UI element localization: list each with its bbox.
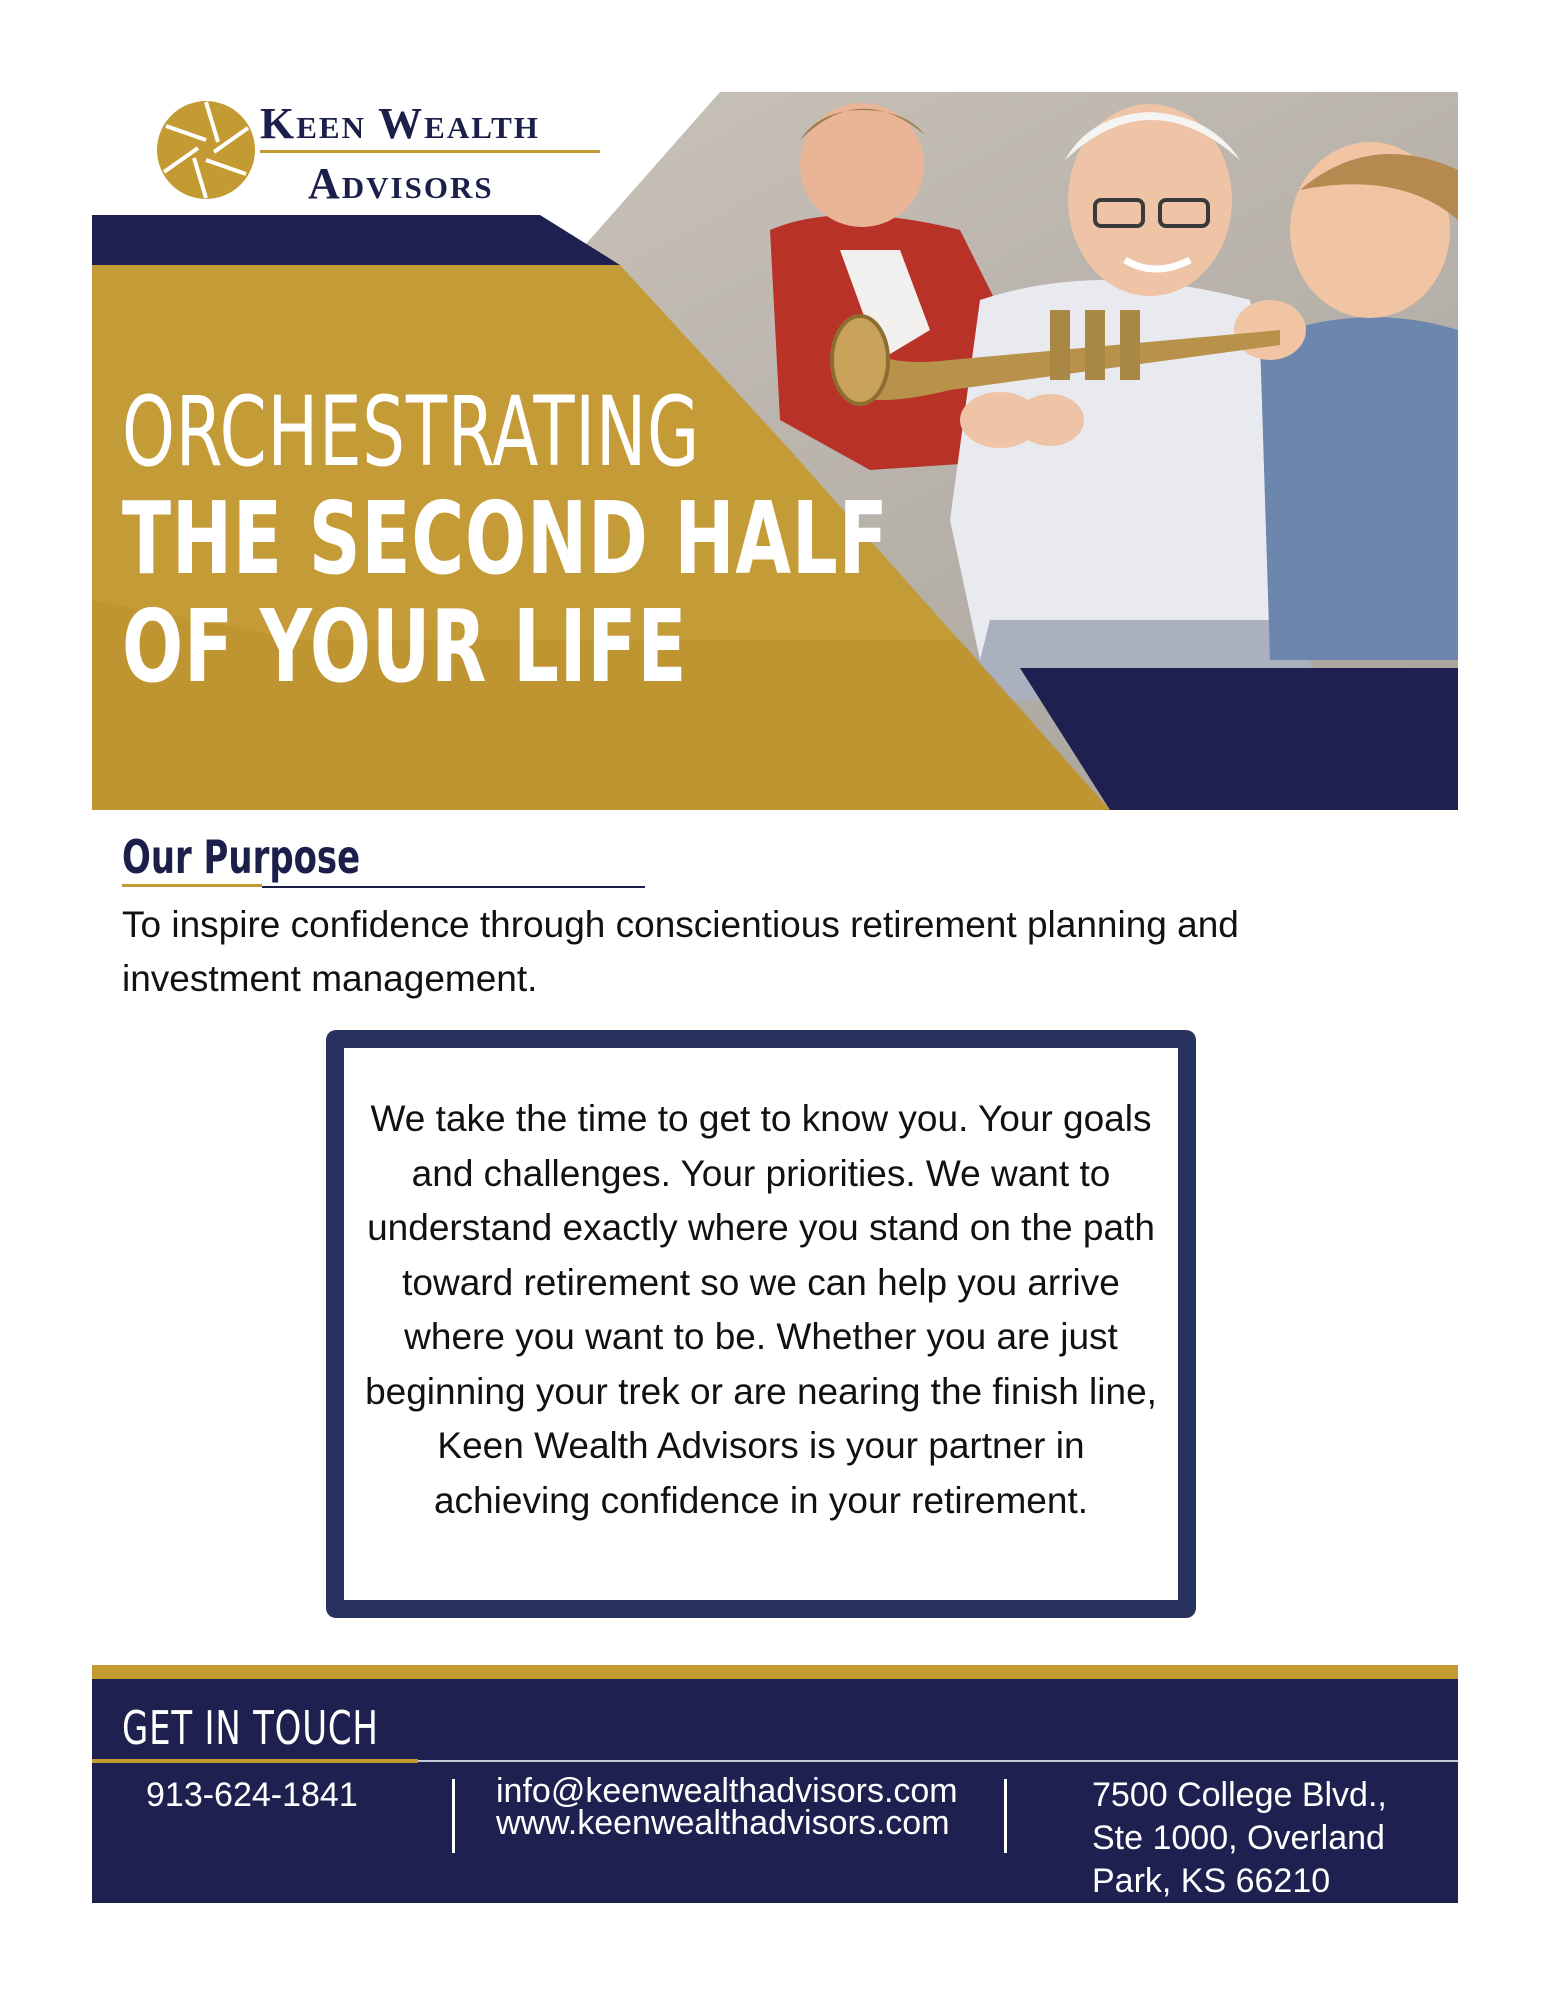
footer-accent-bar — [92, 1665, 1458, 1679]
hero-title-line1: ORCHESTRATING — [122, 376, 701, 488]
logo-aperture-icon — [156, 100, 256, 200]
purpose-rule — [262, 886, 645, 888]
contact-divider — [1004, 1779, 1007, 1853]
hero-title-line2: THE SECOND HALF — [122, 480, 889, 597]
contact-rule-accent — [92, 1759, 418, 1763]
logo-wordmark-line2: Advisors — [308, 159, 494, 208]
contact-heading: GET IN TOUCH — [122, 1701, 379, 1755]
address-line2: Ste 1000, Overland — [1092, 1819, 1385, 1857]
logo-rule — [260, 150, 600, 153]
mission-card — [326, 1030, 1196, 1618]
purpose-heading: Our Purpose — [122, 830, 361, 884]
purpose-rule-accent — [122, 884, 262, 887]
mission-text: We take the time to get to know you. Your goals and challenges. Your priorities. We want to understand exactly where you stand on the path toward retirement so we can help you arrive where you want to be. Whether you are just beginning your trek or are nearing the finish line, Keen Wealth Advisors is your partner in achieving confidence in your retirement. — [365, 1098, 1157, 1521]
address-block — [1092, 1774, 1387, 1903]
contact-footer — [92, 1679, 1458, 1903]
contact-divider — [452, 1779, 455, 1853]
hero-title-line3: OF YOUR LIFE — [122, 588, 688, 705]
purpose-text: To inspire confidence through conscientious retirement planning and investment management. — [122, 904, 1239, 999]
phone-link[interactable]: 913-624-1841 — [146, 1776, 358, 1814]
logo-wordmark-line1: Keen Wealth — [260, 99, 540, 148]
address-line1: 7500 College Blvd., — [1092, 1776, 1387, 1814]
contact-rule — [418, 1760, 1458, 1762]
address-line3: Park, KS 66210 — [1092, 1862, 1331, 1900]
email-link[interactable]: info@keenwealthadvisors.com — [496, 1772, 958, 1810]
website-link[interactable]: www.keenwealthadvisors.com — [496, 1804, 950, 1842]
